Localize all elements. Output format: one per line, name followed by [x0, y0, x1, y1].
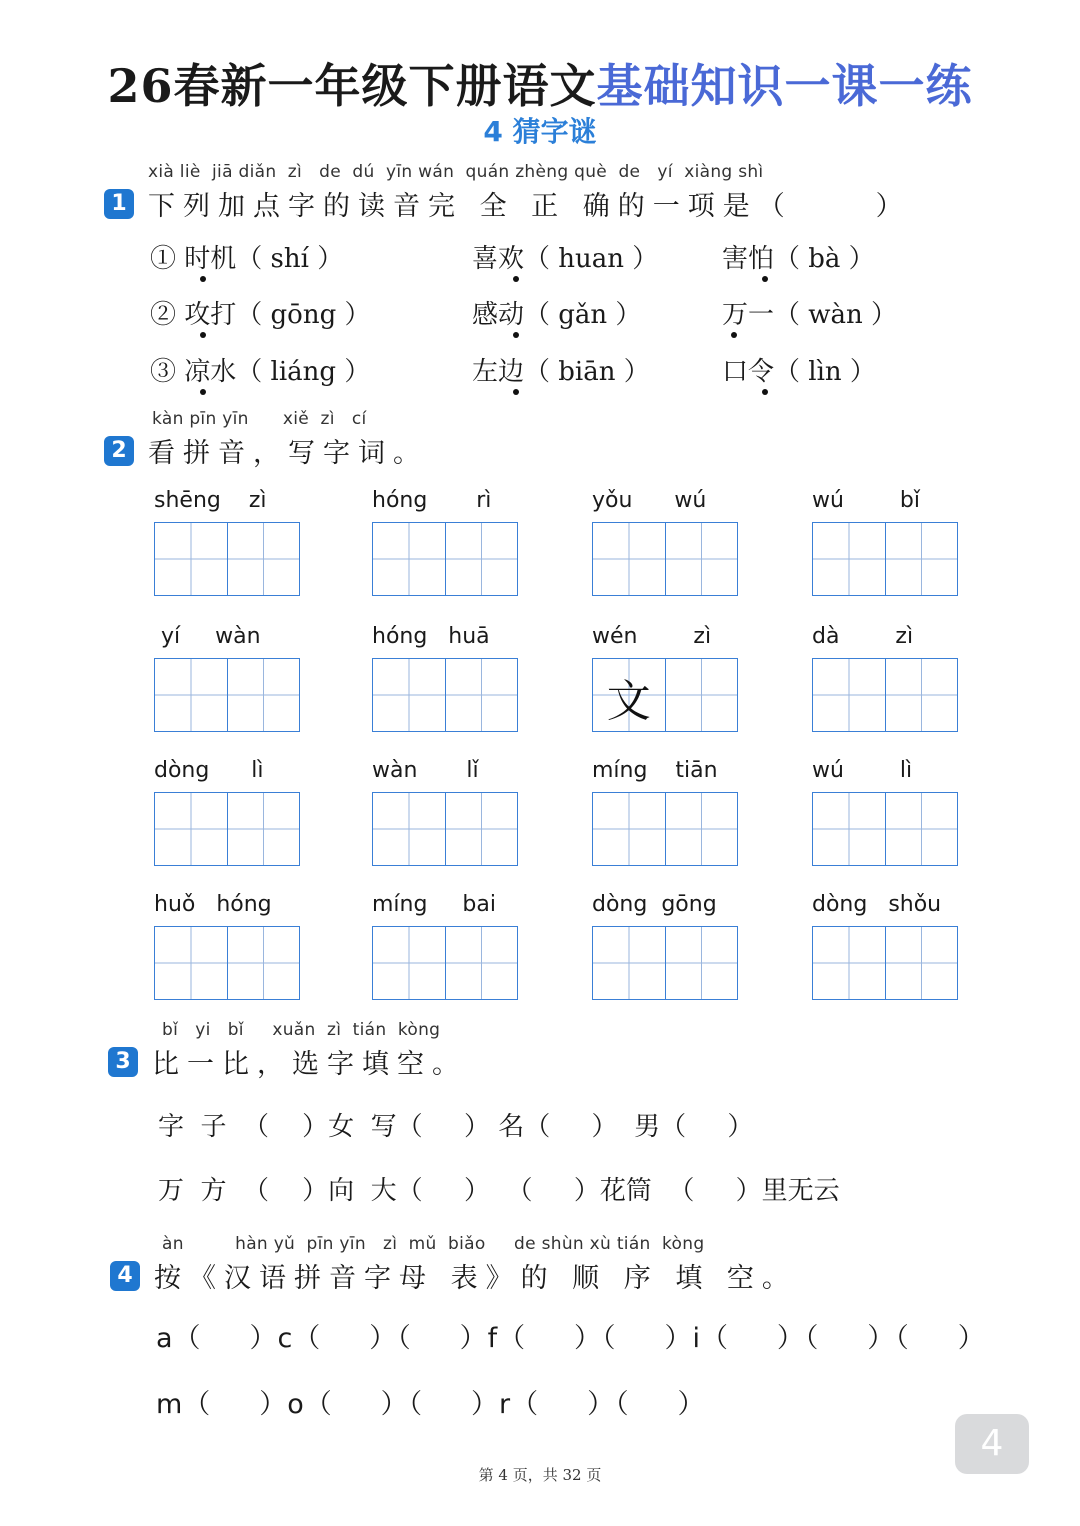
- section-1-pinyin: xià liè jiā diǎn zì de dú yīn wán quán zhèng què de yí xiàng shì: [148, 162, 764, 182]
- writing-box: [154, 926, 300, 1000]
- writing-box: [154, 658, 300, 732]
- tianzige-cell[interactable]: [228, 926, 301, 1000]
- section-2-badge: 2: [104, 436, 134, 466]
- option-2a: ② 攻打（ gōng ）: [150, 300, 371, 330]
- option-1c: 害怕（ bà ）: [722, 244, 875, 274]
- writing-box: [592, 926, 738, 1000]
- section-4-text: 按《汉语拼音字母 表》的 顺 序 填 空。: [154, 1263, 797, 1294]
- writing-box: [812, 926, 958, 1000]
- option-3b: 左边（ biān ）: [472, 357, 650, 387]
- writing-box: [592, 522, 738, 596]
- section-3-badge: 3: [108, 1047, 138, 1077]
- tianzige-cell[interactable]: [666, 926, 739, 1000]
- section-2-pinyin: kàn pīn yīn xiě zì cí: [152, 409, 367, 429]
- emphasis-dot: [731, 332, 737, 338]
- page-footer: 第 4 页，共 32 页: [478, 1466, 602, 1484]
- tianzige-cell[interactable]: [154, 658, 228, 732]
- tianzige-cell[interactable]: [228, 522, 301, 596]
- word-pinyin: míng bai: [372, 892, 496, 917]
- option-3c: 口令（ lìn ）: [722, 357, 876, 387]
- word-pinyin: dòng lì: [154, 758, 264, 783]
- tianzige-cell[interactable]: [154, 926, 228, 1000]
- option-3a: ③ 凉水（ liáng ）: [150, 357, 371, 387]
- section-1-badge: 1: [104, 189, 134, 219]
- lesson-title: 4 猜字谜: [483, 115, 597, 148]
- tianzige-cell[interactable]: [812, 522, 886, 596]
- writing-box: [812, 792, 958, 866]
- section-4-pinyin: àn hàn yǔ pīn yīn zì mǔ biǎo de shùn xù tián kòng: [162, 1234, 705, 1254]
- emphasis-dot: [200, 332, 206, 338]
- word-pinyin: míng tiān: [592, 758, 718, 783]
- example-character: 文: [606, 676, 651, 727]
- writing-box: [812, 522, 958, 596]
- emphasis-dot: [762, 276, 768, 282]
- tianzige-cell[interactable]: [592, 658, 666, 732]
- emphasis-dot: [513, 389, 519, 395]
- tianzige-cell[interactable]: [592, 926, 666, 1000]
- tianzige-cell[interactable]: [372, 792, 446, 866]
- page-title: [0, 50, 1080, 116]
- writing-box: [592, 658, 738, 732]
- emphasis-dot: [200, 389, 206, 395]
- section-1-text: 下列加点字的读音完 全 正 确的一项是（ ）: [148, 191, 911, 222]
- word-pinyin: wàn lǐ: [372, 758, 479, 783]
- tianzige-cell[interactable]: [228, 792, 301, 866]
- emphasis-dot: [762, 389, 768, 395]
- word-pinyin: dòng gōng: [592, 892, 717, 917]
- tianzige-cell[interactable]: [154, 792, 228, 866]
- writing-box: [592, 792, 738, 866]
- word-pinyin: hóng rì: [372, 488, 492, 513]
- tianzige-cell[interactable]: [592, 792, 666, 866]
- tianzige-cell[interactable]: [666, 522, 739, 596]
- option-1b: 喜欢（ huan ）: [472, 244, 659, 274]
- section-2-text: 看拼音，写字词。: [148, 438, 428, 469]
- section-3-row-2: 万 方 （ ）向 大（ ） （ ）花筒 （ ）里无云: [158, 1176, 840, 1206]
- section-4-row-2: m（ ）o（ ）（ ）r（ ）（ ）: [156, 1389, 706, 1420]
- word-pinyin: yí wàn: [154, 624, 261, 649]
- tianzige-cell[interactable]: [372, 926, 446, 1000]
- section-3-row-1: 字 子 （ ）女 写（ ） 名（ ） 男（ ）: [158, 1112, 754, 1142]
- tianzige-cell[interactable]: [886, 522, 959, 596]
- tianzige-cell[interactable]: [446, 792, 519, 866]
- word-pinyin: wú lì: [812, 758, 913, 783]
- section-3-heading: [108, 1020, 467, 1081]
- tianzige-cell[interactable]: [446, 522, 519, 596]
- word-pinyin: hóng huā: [372, 624, 490, 649]
- word-pinyin: dòng shǒu: [812, 892, 942, 917]
- writing-box: [154, 792, 300, 866]
- title-black: 26春新一年级下册语文: [107, 59, 597, 113]
- writing-box: [154, 522, 300, 596]
- tianzige-cell[interactable]: [372, 658, 446, 732]
- tianzige-cell[interactable]: [666, 658, 739, 732]
- tianzige-cell[interactable]: [372, 522, 446, 596]
- option-1a: ① 时机（ shí ）: [150, 244, 344, 274]
- tianzige-cell[interactable]: [666, 792, 739, 866]
- tianzige-cell[interactable]: [812, 658, 886, 732]
- tianzige-cell[interactable]: [812, 792, 886, 866]
- writing-box: [372, 792, 518, 866]
- section-1-heading: [104, 162, 911, 223]
- section-3-pinyin: bǐ yi bǐ xuǎn zì tián kòng: [162, 1020, 441, 1040]
- word-pinyin: wú bǐ: [812, 488, 920, 513]
- writing-box: [372, 926, 518, 1000]
- word-pinyin: yǒu wú: [592, 488, 707, 513]
- writing-box: [812, 658, 958, 732]
- title-blue: 基础知识一课一练: [596, 59, 973, 113]
- page-number-badge: 4: [955, 1414, 1029, 1474]
- section-2-heading: [104, 409, 428, 470]
- option-2b: 感动（ gǎn ）: [472, 300, 642, 330]
- word-pinyin: wén zì: [592, 624, 712, 649]
- section-4-row-1: a（ ）c（ ）（ ）f（ ）（ ）i（ ）（ ）（ ）: [156, 1323, 986, 1354]
- option-2c: 万一（ wàn ）: [722, 300, 898, 330]
- word-pinyin: huǒ hóng: [154, 892, 272, 917]
- tianzige-cell[interactable]: [446, 926, 519, 1000]
- writing-box: [372, 658, 518, 732]
- emphasis-dot: [513, 276, 519, 282]
- writing-box: [372, 522, 518, 596]
- tianzige-cell[interactable]: [154, 522, 228, 596]
- tianzige-cell[interactable]: [228, 658, 301, 732]
- section-4-heading: [110, 1234, 797, 1295]
- tianzige-cell[interactable]: [886, 658, 959, 732]
- tianzige-cell[interactable]: [886, 792, 959, 866]
- word-pinyin: shēng zì: [154, 488, 267, 513]
- tianzige-cell[interactable]: [812, 926, 886, 1000]
- tianzige-cell[interactable]: [446, 658, 519, 732]
- tianzige-cell[interactable]: [886, 926, 959, 1000]
- emphasis-dot: [513, 332, 519, 338]
- section-3-text: 比一比，选字填空。: [152, 1049, 467, 1080]
- section-4-badge: 4: [110, 1261, 140, 1291]
- word-pinyin: dà zì: [812, 624, 914, 649]
- tianzige-cell[interactable]: [592, 522, 666, 596]
- emphasis-dot: [200, 276, 206, 282]
